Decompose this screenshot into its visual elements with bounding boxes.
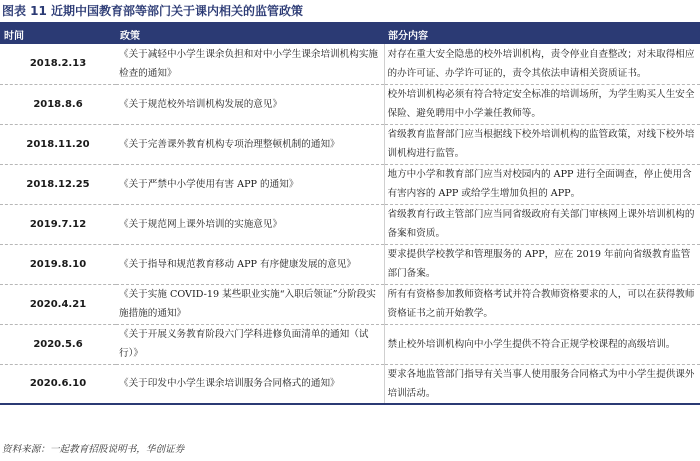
table-row [0,164,700,204]
row-content: 校外培训机构必须有符合特定安全标准的培训场所，为学生购买人生安全保险、避免聘用中小学兼任教师等。 [384,84,700,124]
policy-table [0,24,700,405]
row-content: 地方中小学和教育部门应当对校园内的 APP 进行全面调查，停止使用含有害内容的 APP 或给学生增加负担的 APP。 [384,164,700,204]
table-row [0,284,700,324]
table-row [0,204,700,244]
header-time: 时间 [0,24,116,44]
header-content: 部分内容 [384,24,700,44]
row-policy: 《关于规范网上课外培训的实施意见》 [116,204,384,244]
row-date: 2018.8.6 [0,84,116,124]
row-content: 禁止校外培训机构向中小学生提供不符合正规学校课程的高级培训。 [384,324,700,364]
source-note: 资料来源：一起教育招股说明书，华创证券 [2,444,185,455]
table-row [0,244,700,284]
row-content: 省级教育监督部门应当根据线下校外培训机构的监管政策，对线下校外培训机构进行监管。 [384,124,700,164]
row-policy: 《关于减轻中小学生课余负担和对中小学生课余培训机构实施检查的通知》 [116,44,384,84]
table-row [0,124,700,164]
figure-title: 图表 11 近期中国教育部等部门关于课内相关的监管政策 [2,4,304,18]
row-date: 2020.5.6 [0,324,116,364]
table-row [0,84,700,124]
row-policy: 《关于开展义务教育阶段六门学科进修负面清单的通知（试行）》 [116,324,384,364]
row-date: 2020.6.10 [0,364,116,404]
table-row [0,324,700,364]
row-policy: 《关于严禁中小学使用有害 APP 的通知》 [116,164,384,204]
row-policy: 《关于规范校外培训机构发展的意见》 [116,84,384,124]
row-policy: 《关于完善课外教育机构专项治理整顿机制的通知》 [116,124,384,164]
row-content: 对存在重大安全隐患的校外培训机构，责令停业自查整改；对未取得相应的办许可证、办学许可证的，责令其依法申请相关资质证书。 [384,44,700,84]
table-row [0,44,700,84]
row-date: 2018.11.20 [0,124,116,164]
row-policy: 《关于指导和规范教育移动 APP 有序健康发展的意见》 [116,244,384,284]
row-policy: 《关于实施 COVID-19 某些职业实施“入职后领证”分阶段实施措施的通知》 [116,284,384,324]
row-content: 省级教育行政主管部门应当同省级政府有关部门审核网上课外培训机构的备案和资质。 [384,204,700,244]
row-date: 2019.7.12 [0,204,116,244]
row-date: 2019.8.10 [0,244,116,284]
row-content: 要求提供学校教学和管理服务的 APP，应在 2019 年前向省级教育监管部门备案。 [384,244,700,284]
row-date: 2020.4.21 [0,284,116,324]
table-row [0,364,700,404]
row-content: 要求各地监管部门指导有关当事人使用服务合同格式为中小学生提供课外培训活动。 [384,364,700,404]
row-date: 2018.12.25 [0,164,116,204]
table-header-row [0,24,700,44]
row-policy: 《关于印发中小学生课余培训服务合同格式的通知》 [116,364,384,404]
row-content: 所有有资格参加教师资格考试并符合教师资格要求的人，可以在获得教师资格证书之前开始教学。 [384,284,700,324]
header-policy: 政策 [116,24,384,44]
row-date: 2018.2.13 [0,44,116,84]
